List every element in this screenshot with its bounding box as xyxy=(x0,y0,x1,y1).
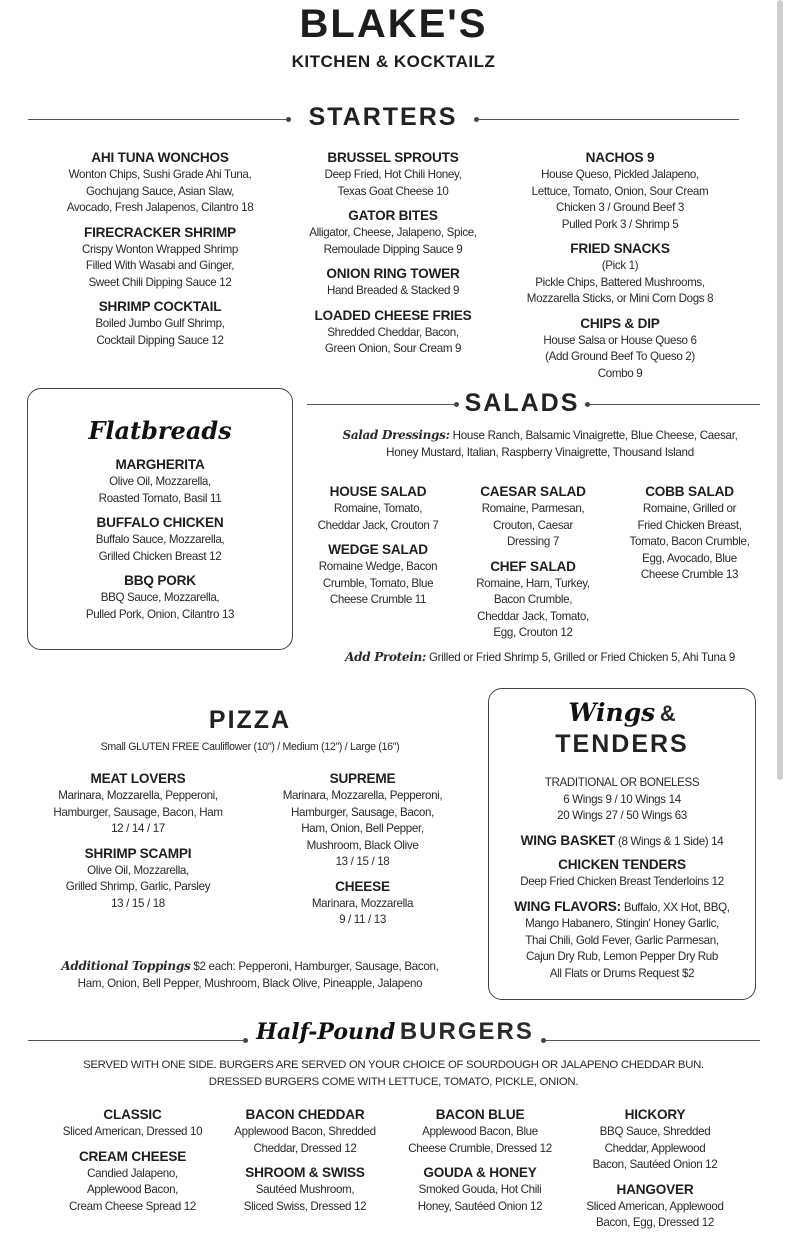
salads-column xyxy=(303,482,453,615)
menu-item-description: Sweet Chili Dipping Sauce 12 xyxy=(88,275,232,289)
menu-item-description: Smoked Gouda, Hot Chili xyxy=(418,1183,542,1196)
menu-item-description: Cheese Crumble 13 xyxy=(640,568,739,581)
wing-flavors-line: Thai Chili, Gold Fever, Garlic Parmesan, xyxy=(525,933,719,947)
menu-item-description: Sliced Swiss, Dressed 12 xyxy=(243,1199,367,1213)
burgers-column xyxy=(220,1105,390,1221)
menu-item-name: SHROOM & SWISS xyxy=(245,1165,365,1180)
menu-item-name: LOADED CHEESE FRIES xyxy=(314,307,472,323)
restaurant-name: BLAKE'S xyxy=(299,2,488,46)
burgers-note-line: DRESSED BURGERS COME WITH LETTUCE, TOMATO, PICKLE, ONION. xyxy=(208,1075,579,1088)
menu-item-description: Dressing 7 xyxy=(507,535,559,548)
menu-item-name: BBQ PORK xyxy=(124,573,196,588)
toppings-text: $2 each: Pepperoni, Hamburger, Sausage, Bacon, xyxy=(193,960,439,973)
menu-item-description: BBQ Sauce, Shredded xyxy=(599,1125,711,1138)
menu-item-description: Deep Fried, Hot Chili Honey, xyxy=(324,168,462,181)
toppings-label: Additional Toppings xyxy=(61,959,191,973)
menu-item xyxy=(283,148,503,200)
menu-item-description: Marinara, Mozzarella, Pepperoni, xyxy=(282,789,443,802)
tenders-heading: TENDERS xyxy=(555,730,689,758)
menu-item-description: Gochujang Sauce, Asian Slaw, xyxy=(85,184,235,198)
divider-dot xyxy=(286,117,291,122)
menu-item-description: Crumble, Tomato, Blue xyxy=(322,576,434,590)
menu-item-description: Cheddar Jack, Crouton 7 xyxy=(317,518,439,532)
menu-item xyxy=(283,206,503,258)
divider-dot xyxy=(454,402,459,407)
burgers-note-line: SERVED WITH ONE SIDE. BURGERS ARE SERVED ON YOUR CHOICE OF SOURDOUGH OR JALAPENO CHEDDAR BUN. xyxy=(83,1059,704,1071)
burgers-heading xyxy=(250,1018,540,1046)
menu-item-name: SHRIMP SCAMPI xyxy=(84,845,192,861)
menu-item xyxy=(40,455,280,507)
menu-item xyxy=(395,1163,565,1215)
pizza-heading: PIZZA xyxy=(208,706,292,734)
menu-item-name: SUPREME xyxy=(329,771,396,786)
menu-item-description: Avocado, Fresh Jalapenos, Cilantro 18 xyxy=(66,201,254,214)
divider xyxy=(479,119,739,120)
menu-item-name: AHI TUNA WONCHOS xyxy=(91,150,229,165)
divider xyxy=(28,119,286,120)
menu-item xyxy=(283,264,503,300)
menu-item-description: Pulled Pork 3 / Shrimp 5 xyxy=(561,217,679,231)
menu-item-description: Roasted Tomato, Basil 11 xyxy=(98,491,222,505)
menu-item xyxy=(395,1105,565,1157)
wing-flavors-line: Cajun Dry Rub, Lemon Pepper Dry Rub xyxy=(525,950,719,963)
menu-item-description: Cheese Crumble, Dressed 12 xyxy=(408,1141,552,1155)
burgers-heading-script: Half-Pound xyxy=(256,1019,396,1045)
menu-item-description: House Queso, Pickled Jalapeno, xyxy=(541,168,699,181)
menu-item-description: Honey, Sautéed Onion 12 xyxy=(417,1199,543,1213)
menu-item-description: Hamburger, Sausage, Bacon, xyxy=(291,805,434,819)
menu-item-name: ONION RING TOWER xyxy=(326,266,460,281)
menu-item-name: MEAT LOVERS xyxy=(90,771,186,786)
restaurant-subtitle: KITCHEN & KOCKTAILZ xyxy=(291,52,496,71)
menu-item-description: Crouton, Caesar xyxy=(493,518,573,532)
menu-item-name: GOUDA & HONEY xyxy=(423,1165,537,1180)
wing-flavors-line: Buffalo, XX Hot, BBQ, xyxy=(623,900,730,914)
menu-item-description: Hamburger, Sausage, Bacon, Ham xyxy=(53,805,223,819)
flatbreads-heading: Flatbreads xyxy=(88,416,232,445)
menu-item-description: Grilled Shrimp, Garlic, Parsley xyxy=(65,880,211,893)
menu-item xyxy=(458,482,608,551)
menu-item-name: HANGOVER xyxy=(616,1181,694,1197)
menu-item xyxy=(40,571,280,623)
pizza-column xyxy=(250,769,475,935)
menu-item-name: BUFFALO CHICKEN xyxy=(96,515,224,530)
wings-heading-script: Wings xyxy=(568,698,656,727)
menu-item-description: Applewood Bacon, Shredded xyxy=(234,1125,376,1138)
menu-item-description: Marinara, Mozzarella xyxy=(311,896,414,910)
menu-item-name: FRIED SNACKS xyxy=(570,241,670,256)
menu-item xyxy=(570,1105,740,1174)
wing-basket-desc: (8 Wings & 1 Side) 14 xyxy=(617,834,724,848)
menu-item-description: Tomato, Bacon Crumble, xyxy=(629,535,750,548)
menu-item-description: Sliced American, Applewood xyxy=(586,1199,724,1213)
wings-prices: 6 Wings 9 / 10 Wings 14 xyxy=(563,792,681,806)
menu-item-description: Romaine, Parmesan, xyxy=(481,502,585,515)
menu-item-name: COBB SALAD xyxy=(645,484,734,499)
toppings-text: Ham, Onion, Bell Pepper, Mushroom, Black Olive, Pineapple, Jalapeno xyxy=(77,976,423,990)
menu-item-description: Bacon, Egg, Dressed 12 xyxy=(596,1216,714,1229)
chicken-tenders-name: CHICKEN TENDERS xyxy=(558,857,686,872)
menu-item-description: (Add Ground Beef To Queso 2) xyxy=(545,350,695,363)
wing-flavors-line: Mango Habanero, Stingin' Honey Garlic, xyxy=(525,917,719,930)
menu-item-name: BACON CHEDDAR xyxy=(245,1107,365,1122)
menu-item xyxy=(250,769,475,871)
menu-item-name: WEDGE SALAD xyxy=(328,542,428,557)
menu-item-description: Alligator, Cheese, Jalapeno, Spice, xyxy=(309,226,477,239)
menu-item-description: Candied Jalapeno, xyxy=(87,1166,178,1180)
menu-item-description: Remoulade Dipping Sauce 9 xyxy=(323,242,463,256)
menu-item-description: Green Onion, Sour Cream 9 xyxy=(324,342,462,355)
menu-item-name: SHRIMP COCKTAIL xyxy=(98,299,222,314)
burgers-column xyxy=(395,1105,565,1221)
menu-item-description: Ham, Onion, Bell Pepper, xyxy=(301,822,424,835)
menu-item xyxy=(45,1147,220,1216)
wings-content xyxy=(493,775,751,982)
menu-item-description: Cocktail Dipping Sauce 12 xyxy=(96,333,224,347)
additional-toppings xyxy=(30,958,470,992)
menu-item-description: Sautéed Mushroom, xyxy=(255,1183,355,1196)
wings-prices: 20 Wings 27 / 50 Wings 63 xyxy=(557,809,687,822)
menu-item-description: Pulled Pork, Onion, Cilantro 13 xyxy=(85,607,235,621)
menu-item-description: Buffalo Sauce, Mozzarella, xyxy=(95,533,225,546)
divider xyxy=(546,1040,760,1041)
salads-heading: SALADS xyxy=(464,389,580,417)
menu-item-description: 9 / 11 / 13 xyxy=(339,913,386,926)
menu-item xyxy=(23,769,253,838)
burgers-column xyxy=(45,1105,220,1221)
menu-item-description: Combo 9 xyxy=(597,366,643,380)
add-protein-text: Grilled or Fried Shrimp 5, Grilled or Fried Chicken 5, Ahi Tuna 9 xyxy=(428,651,735,664)
menu-item-description: Mushroom, Black Olive xyxy=(306,838,419,852)
menu-item xyxy=(505,239,735,308)
menu-item xyxy=(612,482,767,584)
menu-item-name: CHEF SALAD xyxy=(490,558,576,574)
menu-item-description: Shredded Cheddar, Bacon, xyxy=(327,325,459,339)
menu-item-description: 13 / 15 / 18 xyxy=(111,896,165,910)
menu-item xyxy=(23,844,253,913)
wings-heading-amp: & xyxy=(659,701,676,726)
menu-item-description: Cheddar, Dressed 12 xyxy=(253,1141,357,1155)
menu-item xyxy=(303,482,453,534)
menu-item xyxy=(505,148,735,233)
menu-item-description: Olive Oil, Mozzarella, xyxy=(109,475,211,488)
menu-item-name: CHIPS & DIP xyxy=(580,315,660,331)
menu-item-description: Marinara, Mozzarella, Pepperoni, xyxy=(58,789,218,802)
salads-column xyxy=(458,482,608,648)
add-protein-label: Add Protein: xyxy=(345,650,427,664)
menu-item xyxy=(45,1105,220,1141)
menu-item xyxy=(40,148,280,217)
salads-column xyxy=(612,482,767,590)
pizza-column xyxy=(23,769,253,918)
menu-item xyxy=(570,1180,740,1232)
menu-item-name: HOUSE SALAD xyxy=(329,484,427,499)
menu-item-description: Pickle Chips, Battered Mushrooms, xyxy=(535,275,705,289)
menu-item-description: Cheddar, Applewood xyxy=(604,1141,706,1155)
menu-item xyxy=(283,306,503,358)
menu-item-name: HICKORY xyxy=(624,1107,686,1122)
burgers-column xyxy=(570,1105,740,1238)
menu-item-description: Egg, Avocado, Blue xyxy=(642,551,737,565)
menu-item-name: CHEESE xyxy=(335,878,390,894)
menu-item-name: BACON BLUE xyxy=(435,1107,525,1122)
menu-item xyxy=(250,877,475,929)
menu-item-description: Applewood Bacon, Blue xyxy=(422,1125,538,1138)
pizza-sizes: Small GLUTEN FREE Cauliflower (10") / Medium (12") / Large (16") xyxy=(100,741,400,753)
menu-item-description: BBQ Sauce, Mozzarella, xyxy=(100,591,220,604)
burgers-note xyxy=(20,1057,767,1090)
wings-heading xyxy=(488,698,756,727)
menu-item-description: Grilled Chicken Breast 12 xyxy=(98,549,222,563)
menu-item-description: Boiled Jumbo Gulf Shrimp, xyxy=(95,317,225,330)
starters-column xyxy=(283,148,503,364)
menu-item xyxy=(40,223,280,292)
menu-item-name: MARGHERITA xyxy=(115,457,205,472)
menu-item-name: FIRECRACKER SHRIMP xyxy=(84,224,236,240)
menu-item-description: (Pick 1) xyxy=(601,259,639,272)
menu-item-description: Hand Breaded & Stacked 9 xyxy=(326,284,460,297)
menu-item-description: Crispy Wonton Wrapped Shrimp xyxy=(81,242,239,256)
divider xyxy=(590,404,760,405)
menu-item-name: GATOR BITES xyxy=(348,208,438,223)
menu-item-description: Fried Chicken Breast, xyxy=(637,518,742,532)
menu-item-name: CLASSIC xyxy=(103,1107,162,1122)
menu-item-description: Romaine, Tomato, xyxy=(333,502,423,515)
menu-item xyxy=(220,1105,390,1157)
wing-basket-name: WING BASKET xyxy=(520,832,616,848)
menu-item-description: Applewood Bacon, xyxy=(86,1183,179,1196)
menu-item xyxy=(505,314,735,383)
wing-flavors-name: WING FLAVORS: xyxy=(514,898,621,914)
divider xyxy=(307,404,455,405)
menu-item-description: Romaine Wedge, Bacon xyxy=(318,560,438,573)
menu-item-description: Cheddar Jack, Tomato, xyxy=(477,609,589,623)
salad-dressings xyxy=(300,427,780,461)
menu-item-description: Filled With Wasabi and Ginger, xyxy=(85,259,235,272)
menu-item xyxy=(303,540,453,609)
menu-item xyxy=(458,557,608,642)
starters-heading: STARTERS xyxy=(308,103,458,131)
chicken-tenders-desc: Deep Fried Chicken Breast Tenderloins 12 xyxy=(520,875,724,888)
menu-item-description: Wonton Chips, Sushi Grade Ahi Tuna, xyxy=(68,168,252,181)
menu-item-description: Romaine, Ham, Turkey, xyxy=(476,576,590,590)
menu-item-description: Olive Oil, Mozzarella, xyxy=(87,863,189,877)
menu-item xyxy=(40,513,280,565)
menu-item-name: CAESAR SALAD xyxy=(480,484,586,499)
burgers-heading-text: BURGERS xyxy=(399,1018,534,1045)
menu-item-description: Egg, Crouton 12 xyxy=(493,626,573,639)
menu-item xyxy=(220,1163,390,1215)
starters-column xyxy=(505,148,735,388)
menu-item-description: Texas Goat Cheese 10 xyxy=(337,184,449,198)
menu-item-description: Cheese Crumble 11 xyxy=(329,593,427,606)
salad-dressings-label: Salad Dressings: xyxy=(342,428,450,442)
wing-flavors-line: All Flats or Drums Request $2 xyxy=(549,966,695,980)
wings-type: TRADITIONAL OR BONELESS xyxy=(544,776,700,789)
menu-item-name: CREAM CHEESE xyxy=(78,1148,187,1164)
menu-item-description: Lettuce, Tomato, Onion, Sour Cream xyxy=(531,184,709,198)
salad-dressings-text: House Ranch, Balsamic Vinaigrette, Blue Cheese, Caesar, xyxy=(452,429,738,442)
menu-item-name: BRUSSEL SPROUTS xyxy=(327,150,459,165)
menu-item xyxy=(40,297,280,349)
menu-item-description: Bacon, Sautéed Onion 12 xyxy=(592,1158,718,1171)
starters-column xyxy=(40,148,280,355)
menu-item-description: 13 / 15 / 18 xyxy=(335,855,390,868)
menu-item-description: Cream Cheese Spread 12 xyxy=(69,1199,196,1213)
menu-item-description: 12 / 14 / 17 xyxy=(111,822,165,835)
menu-item-description: Sliced American, Dressed 10 xyxy=(62,1125,203,1138)
menu-item-description: Bacon Crumble, xyxy=(493,593,573,606)
salad-dressings-text: Honey Mustard, Italian, Raspberry Vinaigrette, Thousand Island xyxy=(386,445,694,459)
menu-item-name: NACHOS 9 xyxy=(585,150,655,165)
flatbreads-column xyxy=(40,455,280,629)
add-protein xyxy=(300,649,780,667)
divider-dot xyxy=(243,1038,248,1043)
menu-item-description: House Salsa or House Queso 6 xyxy=(543,333,697,347)
divider xyxy=(28,1040,243,1041)
menu-item-description: Romaine, Grilled or xyxy=(642,502,737,515)
menu-item-description: Chicken 3 / Ground Beef 3 xyxy=(556,201,684,214)
menu-item-description: Mozzarella Sticks, or Mini Corn Dogs 8 xyxy=(526,292,714,305)
